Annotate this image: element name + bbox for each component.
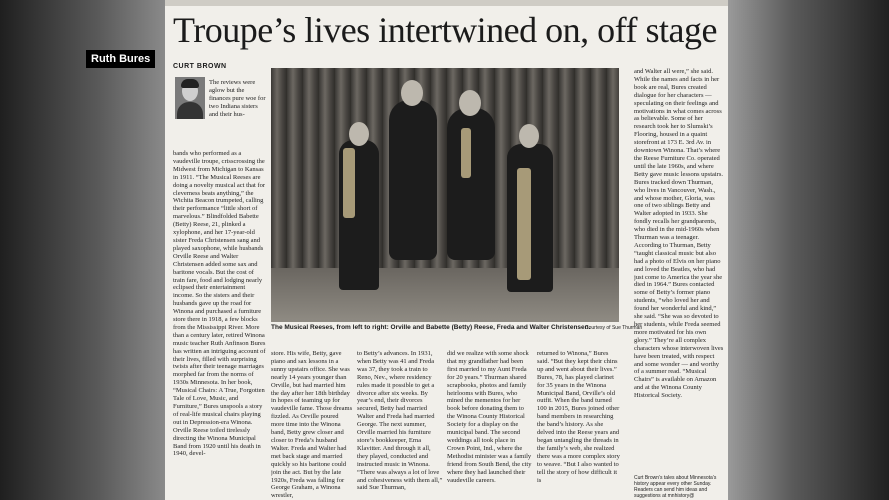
face-walter [519,124,539,148]
saxophone-freda [461,128,471,178]
column-2: store. His wife, Betty, gave piano and sax lessons in a sunny upstairs office. She was nearly 14 years younger than Orville, but had married him the day after her 18th birthday in hopes of teaming up for vaudeville fame. Those dreams fizzled. As Orville poured more time into the Winona band, Betty grew closer and closer to Freda’s husband Walter. Freda and Walter had met back stage and married quickly so his baritone could join the act. But by the late 1920s, Freda was falling for George Graham, a Winona wrestler, [271,350,353,500]
figure-freda [447,108,495,260]
column-3: to Betty’s advances. In 1931, when Betty was 41 and Freda was 37, they took a train to Reno, Nev., where residency rules made it possible to get a divorce after six weeks. By year’s end, their divorces secured, Betty had married Walter and Freda had married George. The next summer, Orville married his furniture store’s bookkeeper, Erna Klavitter. And through it all, they played, conducted and instructed music in Winona. “There was always a lot of love and cohesiveness with them all,” said Sue Thurman, [357,350,443,492]
column-1-lead: The reviews were aglow but the finances pure woe for two Indiana sisters and their hus- [209,79,266,118]
face-freda [459,90,481,116]
figure-betty [389,100,437,260]
author-tagline: Curt Brown’s tales about Minnesota’s history appear every other Sunday. Readers can send him ideas and suggestions at mnhistory@ [634,475,717,499]
video-background-right [728,0,889,500]
vintage-group-photo [271,68,619,322]
stage-curtain [271,68,619,268]
saxophone-orville [343,148,355,218]
photo-caption: The Musical Reeses, from left to right: Orville and Babette (Betty) Reese, Freda and Walter Christensen. [271,324,591,331]
headshot-body-shape [177,102,203,119]
video-background-left [0,0,165,500]
headline: Troupe’s lives intertwined on, off stage [173,10,717,50]
newspaper-page [165,0,728,500]
saxophone-walter [517,168,531,280]
face-betty [401,80,423,106]
stage-floor [271,268,619,322]
face-orville [349,122,369,146]
column-6: and Walter all were,” she said. While the names and facts in her book are real, Bures created dialogue for her characters — speculating on their feelings and motivations in what comes across as believable. Some of her research took her to Slumski’s Flooring, housed in a quaint storefront at 173 E. 3rd Av. in downtown Winona. That’s where the Reese Furniture Co. operated until the late 1960s, and where Betty gave music lessons upstairs. Bures tracked down Thurman, who lives in Vancouver, Wash., and whose mother, Gloria, was one of two siblings Betty and Walter adopted in 1933. She fondly recalls her grandparents, who died in the mid-1960s when Thurman was a teenager. According to Thurman, Betty “taught classical music but also had a photo of Elvis on her piano and loved the Beatles, who had just come to America the year she died in 1964.” Bures contacted some of Betty’s former piano students, “who loved her and found her wonderful and kind,” she said. “She was so devoted to her students, while Freda seemed more motivated for his own glory.” They’re all complex characters whose interwoven lives have been treated, with respect and some wonder — and worthy of a summer read. “Musical Chairs” is available on Amazon and at the Winona County Historical Society. [634,68,724,400]
column-5: returned to Winona,” Bures said. “But they kept their chins up and went about their lives.” Bures, 78, has played clarinet for 35 years in the Winona Municipal Band, Orville’s old outfit. When the band turned 100 in 2015, Bures joined other band members in researching the band’s history. As she delved into the Reese years and began untangling the threads in the family’s web, she realized there was a more complex story to weave. “But I also wanted to tell the story of how difficult it is [537,350,620,484]
author-headshot [175,77,205,119]
byline: CURT BROWN [173,63,227,70]
section-header-strip [165,0,728,6]
photo-credit: Courtesy of Sue Thurman [585,325,643,331]
column-1: bands who performed as a vaudeville troupe, crisscrossing the Midwest from Michigan to Kansas in 1911. “The Musical Reeses are doing a novelty musical act that for cleverness beats anything,” the Wichita Beacon trumpeted, calling their performance “little short of marvelous.” Blindfolded Babette (Betty) Reese, 21, plinked a xylophone, and her 17-year-old sister Freda Christensen sang and played saxophone, while husbands Orville Reese and Walter Christensen added some sax and baritone vocals. But the cost of train fare, food and lodging nearly eclipsed their entertainment income. So the sisters and their husbands gave up the road for Winona and purchased a furniture store there in 1918, a few blocks from the Mississippi River. More than a century later, retired Winona music teacher Ruth Anfinson Bures has written an intriguing account of their lives, filled with surprising twists after their teenage marriages morphed far from the norms of 1930s Minnesota. In her book, “Musical Chairs: A True, Forgotten Tale of Love, Music, and Furniture,” Bures unspools a story of real-life musical chairs playing out in Depression-era Winona. Orville Reese toiled tirelessly directing the Winona Municipal Band from 1920 until his death in 1940, devel- [173,150,266,458]
column-4: did we realize with some shock that my grandfather had been first married to my Aunt Freda for 20 years.” Thurman shared scrapbooks, photos and family heirlooms with Bures, who mined the mementos for her book before donating them to the Winona County Historical Society for a display on the municipal band. The second weddings all took place in Crown Point, Ind., where the Methodist minister was a family friend from South Bend, the city where they had launched their vaudeville careers. [447,350,532,484]
headshot-hair-shape [181,79,199,88]
name-tag-overlay: Ruth Bures [86,50,155,68]
